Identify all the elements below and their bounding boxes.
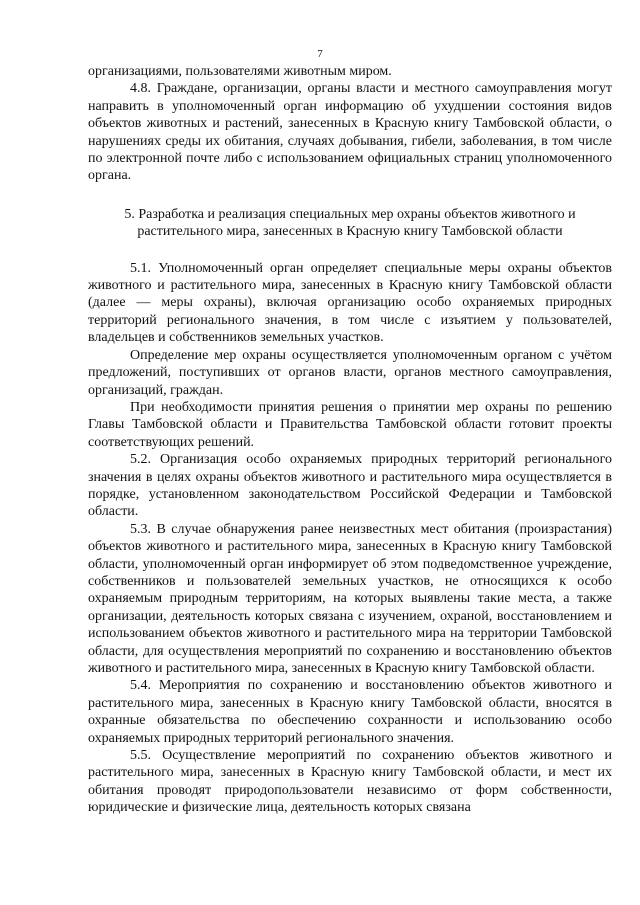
section-5-heading: 5. Разработка и реализация специальных мер охраны объектов животного и растительного мира, занесенных в Красную книгу Тамбовской области — [124, 206, 576, 240]
paragraph-5-1: 5.1. Уполномоченный орган определяет специальные меры охраны объектов животного и растительного мира, занесенных в Красную книгу Тамбовской области (далее — меры охраны), включая организацию особо охраняемых природных территорий регионального значения, в том числе с изъятием у пользователей, владельцев и собственников земельных участков. — [88, 260, 612, 346]
paragraph-5-4: 5.4. Мероприятия по сохранению и восстановлению объектов животного и растительного мира, занесенных в Красную книгу Тамбовской области, вносятся в охранные обязательства по обеспечению сохранности и использованию особо охраняемых природных территорий регионального значения. — [88, 678, 612, 746]
paragraph-5-5: 5.5. Осуществление мероприятий по сохранению объектов животного и растительного мира, занесенных в Красную книгу Тамбовской области, и мест их обитания проводят природопользователи независимо от форм собственности, юридические и физические лица, деятельность которых связана — [88, 748, 612, 816]
paragraph-5-1-b: Определение мер охраны осуществляется уполномоченным органом с учётом предложений, поступивших от органов власти, органов местного самоуправления, организаций, граждан. — [88, 347, 612, 398]
paragraph-continuation: организациями, пользователями животным миром. — [88, 64, 392, 79]
paragraph-4-8: 4.8. Граждане, организации, органы власти и местного самоуправления могут направить в уполномоченный орган информацию об ухудшении состояния видов объектов животных и растений, занесенных в Красную книгу Тамбовской области, о нарушениях среды их обитания, случаях добывания, гибели, заболевания, в том числе по электронной почте либо с использованием официальных страниц уполномоченного органа. — [88, 81, 612, 184]
paragraph-5-1-c: При необходимости принятия решения о принятии мер охраны по решению Главы Тамбовской области и Правительства Тамбовской области готовит проекты соответствующих решений. — [88, 399, 612, 450]
paragraph-5-3: 5.3. В случае обнаружения ранее неизвестных мест обитания (произрастания) объектов животного и растительного мира, занесенных в Красную книгу Тамбовской области, уполномоченный орган информирует об этом подведомственное учреждение, собственников и пользователей земельных участков, не относящихся к особо охраняемым природным территориям, на которых выявлены такие места, а также организации, деятельность которых связана с изучением, охраной, восстановлением и использованием объектов животного и растительного мира на территории Тамбовской области, для осуществления мероприятий по сохранению и восстановлению объектов животного и растительного мира, занесенных в Красную книгу Тамбовской области. — [88, 521, 612, 676]
document-body — [88, 63, 612, 817]
paragraph-5-2: 5.2. Организация особо охраняемых природных территорий регионального значения в целях охраны объектов животного и растительного мира осуществляется в порядке, установленном законодательством Российской Федерации и Тамбовской области. — [88, 452, 612, 520]
page-number: 7 — [317, 48, 323, 60]
